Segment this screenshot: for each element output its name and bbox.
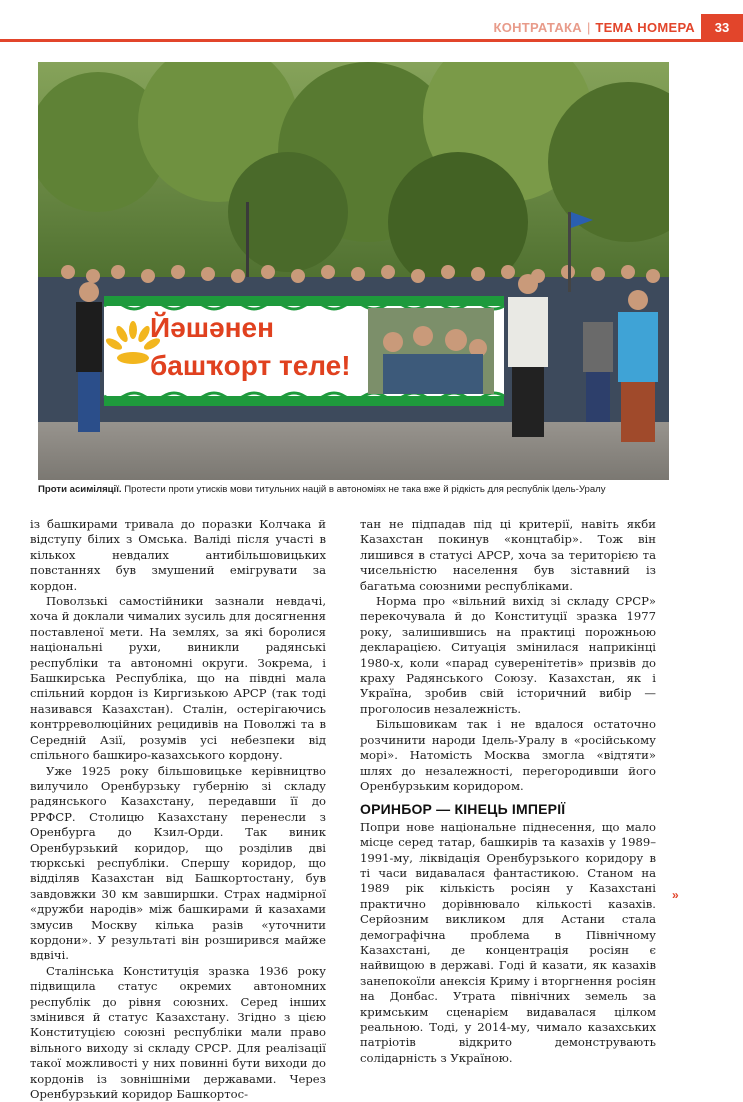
right-column [360,517,656,1066]
header-separator: | [586,19,591,35]
left-column [30,517,326,1102]
caption-title: Проти асиміляції. [38,484,122,495]
page-header [493,14,743,40]
header-rule [0,39,743,42]
protest-photo [38,62,669,480]
section-heading: ОРИНБОР — КІНЕЦЬ ІМПЕРІЇ [360,801,566,818]
banner-slogan-line1: Йәшәнен [150,312,275,343]
paragraph: Норма про «вільний вихід зі складу СРСР» перекочувала й до Конституції зразка 1977 року, залишившись на практиці порожньою декларацією. Ситуація змінилася наприкінці 1980-х, коли «парад суверенітетів» призвів до краху Радянського Союзу. Казахстан, як і Україна, зробив свій історичний вибір — проголосив незалежність. [360,594,656,716]
page-number: 33 [701,14,743,40]
photo-caption [38,484,678,495]
caption-text: Протести проти утисків мови титульних націй в автономіях не така вже й рідкість для республік Ідель-Уралу [121,484,606,495]
paragraph: Поволзькі самостійники зазнали невдачі, хоча й доклали чималих зусиль для досягнення поставленої мети. На землях, за які боролися національні рухи, виникли радянські республіки та автономні округи. Зокрема, і Башкирська Республіка, що на півдні мала спільний кордон із Киргизькою АРСР (так тоді називався Казахстан). Сталін, остерігаючись контрреволюційних рецидивів на Поволжі та в Середній Азії, розумів усі небезпеки від спільного башкиро-казахського кордону. [30,594,326,763]
photo-illustration [38,62,669,480]
end-of-article-mark: » [672,888,679,902]
paragraph: Більшовикам так і не вдалося остаточно розчинити народи Ідель-Уралу в «російському морі». Натомість Москва змогла «відтяти» шлях до незалежності, перегородивши його Оренбурзьким коридором. [360,717,656,793]
paragraph: Уже 1925 року більшовицьке керівництво вилучило Оренбурзьку губернію зі складу радянського Казахстану, передавши її до РРФСР. Столицю Казахстану перенесли з Оренбурга до Кзил-Орди. Так виник Оренбурзький коридор, що розділив дві тюркські республіки. Спершу коридор, що відділяв Казахстан від Башкортостану, був завдовжки 30 км завширшки. Страх надмірної «дружби народів» між башкирами й казахами змусив Москву кілька разів «уточнити кордони». У результаті він розширився майже вдвічі. [30,763,326,963]
paragraph: Сталінська Конституція зразка 1936 року підвищила статус окремих автономних республік до рівня союзних. Серед інших змінився й статус Казахстану. Згідно з цією Конституцією союзні республіки мали право вільного виходу зі складу СРСР. Для реалізації такої можливості у них повинні бути виходи до кордонів із зовнішніми державами. Через Оренбурзький коридор Башкортос- [30,963,326,1102]
paragraph: із башкирами тривала до поразки Колчака й відступу білих з Омська. Валіді після участі в кількох невдалих антибільшовицьких повстаннях був змушений емігрувати за кордон. [30,517,326,593]
topic-label: ТЕМА НОМЕРА [595,19,695,35]
paragraph: тан не підпадав під ці критерії, навіть якби Казахстан покинув «концтабір». Тож він лишився в статусі АРСР, хоча за територією та чисельністю населення був зіставний із багатьма союзними республіками. [360,517,656,593]
section-label: КОНТРАТАКА [493,19,582,35]
banner-slogan-line2: башҡорт теле! [150,350,351,381]
paragraph: Попри нове національне піднесення, що мало місце серед татар, башкирів та казахів у 1989–1991-му, ліквідація Оренбурзького коридору в ті часи видавалася фантастикою. Станом на 1989 рік кількість росіян у Казахстані практично дорівнювало кількості казахів. Серйозним викликом для Астани стала демографічна проблема в Північному Казахстані, де концентрація росіян є найвищою в державі. Годі й казати, як казахів занепокоїли анексія Криму і вторгнення росіян на Донбас. Утрата північних земель за кримським сценарієм видавалася цілком реальною. Тоді, у 2014-му, чимало казахських патріотів відкрито демонструвають солідарність з Україною. [360,819,656,1065]
